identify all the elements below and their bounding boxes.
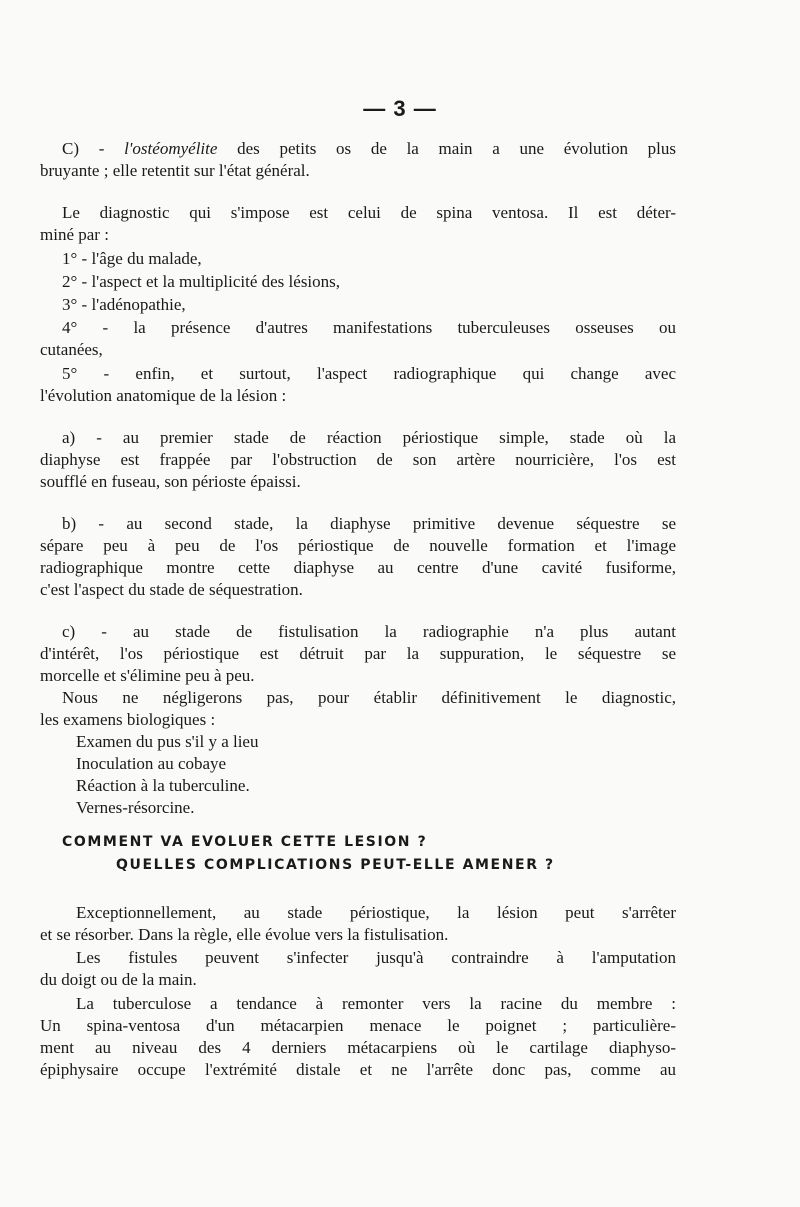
text-line: a) - au premier stade de réaction périostique simple, stade où la [62, 428, 676, 447]
text-line: d'intérêt, l'os périostique est détruit par la suppuration, le séquestre se [40, 644, 676, 663]
text-line: C) - l'ostéomyélite des petits os de la main a une évolution plus [62, 139, 676, 158]
text-line: b) - au second stade, la diaphyse primitive devenue séquestre se [62, 514, 676, 533]
list-item: 3° - l'adénopathie, [62, 295, 186, 314]
text-line: c'est l'aspect du stade de séquestration. [40, 580, 303, 599]
list-item: Examen du pus s'il y a lieu [76, 732, 259, 751]
list-item: 5° - enfin, et surtout, l'aspect radiographique qui change avec [62, 364, 676, 383]
text-line: bruyante ; elle retentit sur l'état général. [40, 161, 310, 180]
text-line: c) - au stade de fistulisation la radiographie n'a plus autant [62, 622, 676, 641]
list-item: 4° - la présence d'autres manifestations tuberculeuses osseuses ou [62, 318, 676, 337]
text-line: épiphysaire occupe l'extrémité distale et ne l'arrête donc pas, comme au [40, 1060, 676, 1079]
text-line: miné par : [40, 225, 109, 244]
text-line: l'évolution anatomique de la lésion : [40, 386, 287, 405]
text-line: morcelle et s'élimine peu à peu. [40, 666, 255, 685]
text-line: du doigt ou de la main. [40, 970, 197, 989]
section-heading: COMMENT VA EVOLUER CETTE LESION ? [62, 834, 428, 850]
text-line: diaphyse est frappée par l'obstruction de son artère nourricière, l'os est [40, 450, 676, 469]
text-line: les examens biologiques : [40, 710, 216, 729]
text-line: ment au niveau des 4 derniers métacarpiens où le cartilage diaphyso- [40, 1038, 676, 1057]
page-number: — 3 — [363, 96, 437, 121]
text-line: cutanées, [40, 340, 103, 359]
list-item: Réaction à la tuberculine. [76, 776, 250, 795]
text-line: et se résorber. Dans la règle, elle évolue vers la fistulisation. [40, 925, 449, 944]
section-heading: QUELLES COMPLICATIONS PEUT-ELLE AMENER ? [116, 857, 555, 873]
text-line: Les fistules peuvent s'infecter jusqu'à contraindre à l'amputation [76, 948, 676, 967]
text-line: soufflé en fuseau, son périoste épaissi. [40, 472, 301, 491]
text-line: sépare peu à peu de l'os périostique de nouvelle formation et l'image [40, 536, 676, 555]
text-line: Le diagnostic qui s'impose est celui de spina ventosa. Il est déter- [62, 203, 676, 222]
text-line: Nous ne négligerons pas, pour établir définitivement le diagnostic, [62, 688, 676, 707]
list-item: Inoculation au cobaye [76, 754, 227, 773]
text-line: Un spina-ventosa d'un métacarpien menace le poignet ; particulière- [40, 1016, 676, 1035]
text-line: radiographique montre cette diaphyse au centre d'une cavité fusiforme, [40, 558, 676, 577]
text-line: La tuberculose a tendance à remonter vers la racine du membre : [76, 994, 676, 1013]
list-item: 2° - l'aspect et la multiplicité des lésions, [62, 272, 341, 291]
list-item: 1° - l'âge du malade, [62, 249, 202, 268]
text-line: Exceptionnellement, au stade périostique, la lésion peut s'arrêter [76, 903, 676, 922]
list-item: Vernes-résorcine. [76, 798, 195, 817]
